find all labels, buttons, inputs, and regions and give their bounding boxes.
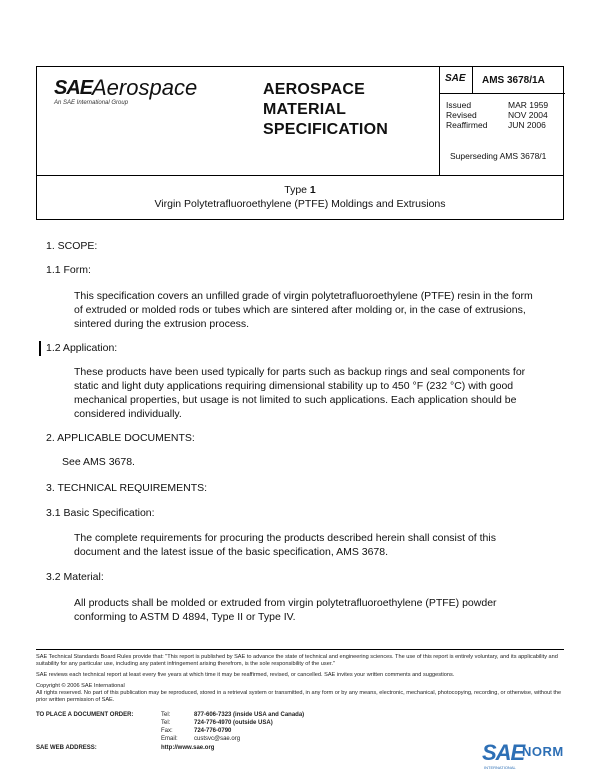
section-3-1-text: The complete requirements for procuring the products described herein shall consist of this document and the latest issue of the basic specification, AMS 3678. bbox=[74, 532, 496, 558]
spec-subject: Virgin Polytetrafluoroethylene (PTFE) Moldings and Extrusions bbox=[154, 198, 446, 210]
section-3-2-text: All products shall be molded or extruded from virgin polytetrafluoroethylene (PTFE) powder conforming to ASTM D 4894, Type II or Type IV. bbox=[74, 597, 497, 623]
sae-badge: SAE bbox=[445, 73, 466, 84]
sae-norm-stamp-logo: SAE bbox=[482, 740, 525, 765]
email-label: Email: bbox=[161, 736, 178, 742]
superseding-note: Superseding AMS 3678/1 bbox=[450, 151, 547, 161]
logo-brand: SAE bbox=[54, 77, 93, 99]
email-value: custsvc@sae.org bbox=[194, 736, 241, 742]
title-line-2: MATERIAL bbox=[263, 101, 347, 118]
type-line bbox=[37, 184, 563, 196]
header-box bbox=[36, 66, 564, 176]
tel1-value: 877-606-7323 (inside USA and Canada) bbox=[194, 712, 305, 718]
title-line-1: AEROSPACE bbox=[263, 81, 365, 98]
sae-norm-stamp-subtitle: INTERNATIONAL bbox=[484, 765, 516, 770]
section-1-1-heading: 1.1 Form: bbox=[46, 264, 91, 276]
tel2-label: Tel: bbox=[161, 720, 171, 726]
footer-rule bbox=[36, 649, 564, 650]
reaffirmed-date: JUN 2006 bbox=[508, 120, 546, 130]
section-1-2-text: These products have been used typically for parts such as backup rings and seal components for static and light duty applications requiring dimensional stability up to 450 °F (232 °C) with good mechanical properties, but usage is not limited to such applications. Each application should be considered individually. bbox=[74, 366, 526, 420]
footer-rights: All rights reserved. No part of this publication may be reproduced, stored in a retrieval system or transmitted, in any form or by any means, electronic, mechanical, photocopying, recording, or otherwise, without the prior written permission of SAE. bbox=[36, 690, 562, 703]
logo-tagline: An SAE International Group bbox=[54, 100, 129, 106]
type-number: 1 bbox=[309, 184, 316, 196]
title-line-3: SPECIFICATION bbox=[263, 121, 388, 138]
section-2-heading: 2. APPLICABLE DOCUMENTS: bbox=[46, 432, 195, 444]
logo-area bbox=[37, 67, 249, 175]
section-1-2-heading: 1.2 Application: bbox=[46, 342, 118, 354]
section-2-text: See AMS 3678. bbox=[62, 456, 135, 468]
tel2-value: 724-776-4970 (outside USA) bbox=[194, 720, 273, 726]
doc-type-title bbox=[249, 67, 439, 175]
section-3-1-heading: 3.1 Basic Specification: bbox=[46, 507, 155, 519]
section-1-1-text: This specification covers an unfilled grade of virgin polytetrafluoroethylene (PTFE) resin in the form of extruded or molded rods or tubes which are sintered after molding or, in the case of extrusions, sintered during the extrusion process. bbox=[74, 290, 533, 330]
issued-date: MAR 1959 bbox=[508, 100, 549, 110]
type-prefix: Type bbox=[284, 184, 310, 196]
footer-review-note: SAE reviews each technical report at least every five years at which time it may be reaffirmed, revised, or cancelled. SAE invites your written comments and suggestions. bbox=[36, 672, 455, 678]
order-label: TO PLACE A DOCUMENT ORDER: bbox=[36, 712, 134, 718]
section-3-heading: 3. TECHNICAL REQUIREMENTS: bbox=[46, 482, 208, 494]
footer-rules-note: SAE Technical Standards Board Rules provide that: "This report is published by SAE to advance the state of technical and engineering sciences. The use of this report is entirely voluntary, and its applicability and suitability for any particular use, including any patent infringement arising therefrom, is the sole responsibility of the user." bbox=[36, 654, 558, 667]
reaffirmed-label: Reaffirmed bbox=[446, 120, 488, 130]
revised-date: NOV 2004 bbox=[508, 110, 548, 120]
web-label: SAE WEB ADDRESS: bbox=[36, 745, 97, 751]
fax-value: 724-776-0790 bbox=[194, 728, 232, 734]
doc-number: AMS 3678/1A bbox=[482, 75, 545, 86]
tel1-label: Tel: bbox=[161, 712, 171, 718]
fax-label: Fax: bbox=[161, 728, 173, 734]
issued-label: Issued bbox=[446, 100, 472, 110]
web-value: http://www.sae.org bbox=[161, 745, 215, 751]
section-1-heading: 1. SCOPE: bbox=[46, 240, 98, 252]
footer-copyright: Copyright © 2006 SAE International bbox=[36, 683, 125, 689]
badge-divider bbox=[472, 67, 473, 93]
revised-label: Revised bbox=[446, 110, 477, 120]
section-3-2-heading: 3.2 Material: bbox=[46, 571, 104, 583]
revision-bar bbox=[39, 341, 41, 356]
doc-info-panel bbox=[439, 67, 565, 175]
doc-number-row bbox=[440, 67, 565, 94]
logo-product: Aerospace bbox=[92, 75, 198, 100]
spec-title-box bbox=[36, 176, 564, 220]
sae-norm-stamp-word: NORM bbox=[522, 744, 564, 759]
